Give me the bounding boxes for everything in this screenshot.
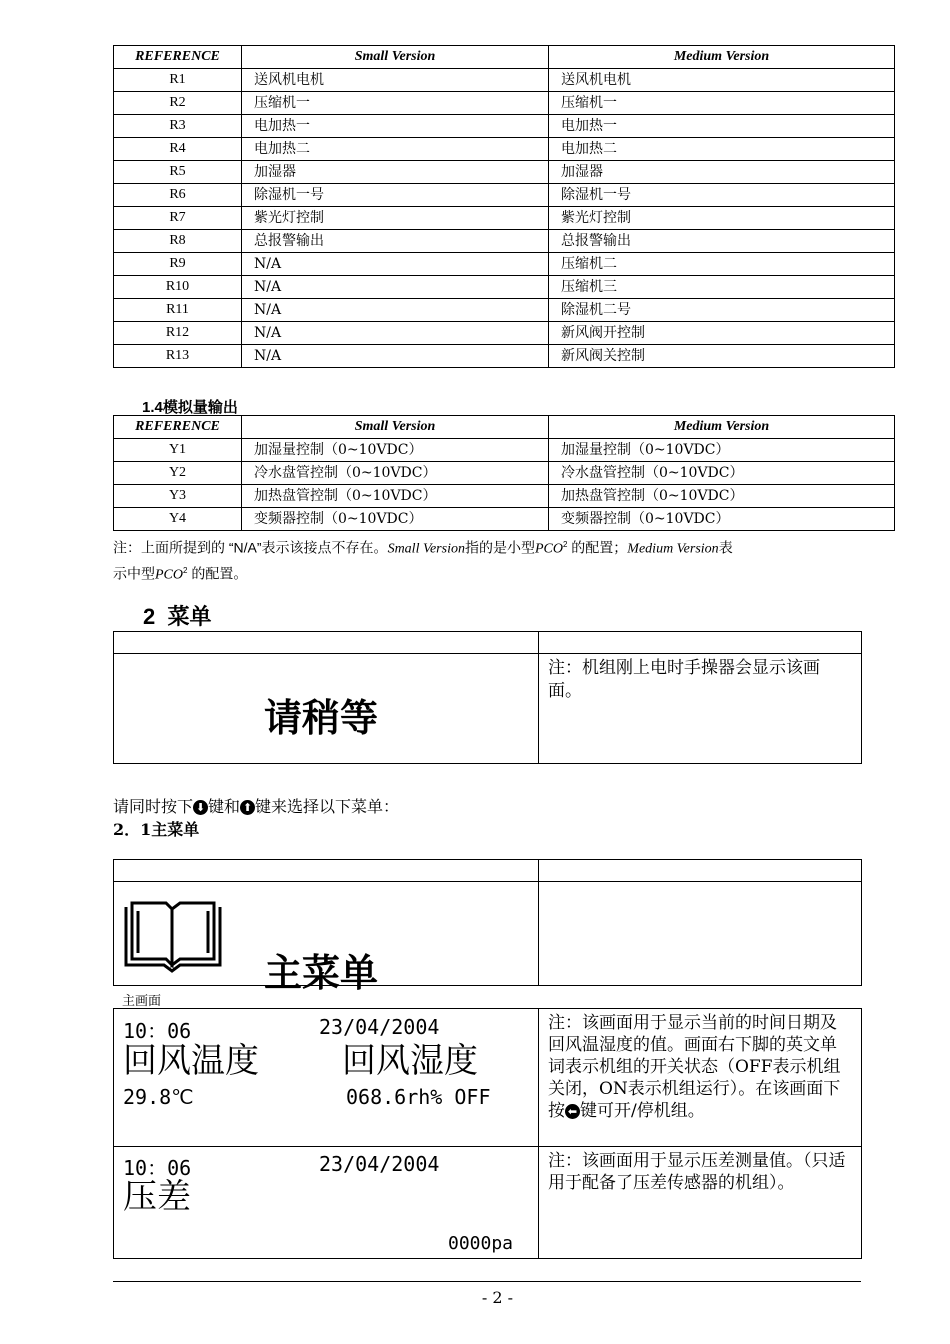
relay_table-row bbox=[114, 92, 895, 115]
instruction-text: 键和 bbox=[208, 797, 241, 816]
main-screen-caption: 主画面 bbox=[122, 994, 162, 1009]
medium-version-cell: 加湿量控制（0~10VDC） bbox=[549, 439, 895, 462]
small-version-cell: 电加热二 bbox=[242, 138, 549, 161]
reference-cell: R6 bbox=[114, 184, 242, 207]
medium-version-cell: 除湿机二号 bbox=[549, 299, 895, 322]
relay_table-row bbox=[114, 138, 895, 161]
analog_table-row bbox=[114, 485, 895, 508]
medium-version-cell: 压缩机二 bbox=[549, 253, 895, 276]
header-medium-version: Medium Version bbox=[549, 46, 895, 69]
down-arrow-key-icon: ⬇ bbox=[193, 800, 208, 815]
page-number: - 2 - bbox=[481, 1288, 514, 1307]
reference-cell: R9 bbox=[114, 253, 242, 276]
relay_table-row bbox=[114, 184, 895, 207]
pressure-note: 注：该画面用于显示压差测量值。（只适用于配备了压差传感器的机组）。 bbox=[548, 1151, 846, 1193]
footnote-text: 指的是小型 bbox=[464, 539, 535, 556]
medium-version-cell: 电加热二 bbox=[549, 138, 895, 161]
pressure-time: 10：06 bbox=[123, 1156, 192, 1180]
wait-screen-top-cell bbox=[114, 632, 539, 654]
medium-version-cell: 送风机电机 bbox=[549, 69, 895, 92]
reference-cell: R7 bbox=[114, 207, 242, 230]
up-arrow-key-icon: ⬆ bbox=[240, 800, 255, 815]
footnote-medium-version: Medium Version bbox=[627, 541, 719, 557]
relay_table-row bbox=[114, 207, 895, 230]
return-air-temp-value: 29.8℃ bbox=[123, 1085, 194, 1109]
header-small-version: Small Version bbox=[242, 416, 549, 439]
footnote-pco: PCO bbox=[534, 541, 563, 557]
header-small-version: Small Version bbox=[242, 46, 549, 69]
footnote bbox=[113, 534, 903, 585]
reference-cell: Y3 bbox=[114, 485, 242, 508]
medium-version-cell: 紫光灯控制 bbox=[549, 207, 895, 230]
analog-section-title: 1.4模拟量输出 bbox=[142, 399, 238, 416]
pressure-screen-display bbox=[114, 1147, 539, 1259]
relay-table-header bbox=[114, 46, 895, 69]
left-arrow-key-icon: ⬅ bbox=[565, 1104, 580, 1119]
small-version-cell: 加热盘管控制（0~10VDC） bbox=[242, 485, 549, 508]
wait-note-cell bbox=[539, 654, 862, 764]
medium-version-cell: 冷水盘管控制（0~10VDC） bbox=[549, 462, 895, 485]
small-version-cell: 加湿量控制（0~10VDC） bbox=[242, 439, 549, 462]
relay-table bbox=[113, 45, 895, 368]
relay_table-row bbox=[114, 69, 895, 92]
status-screen-display bbox=[114, 1009, 539, 1147]
analog_table-row bbox=[114, 462, 895, 485]
relay_table-row bbox=[114, 299, 895, 322]
small-version-cell: 压缩机一 bbox=[242, 92, 549, 115]
medium-version-cell: 加湿器 bbox=[549, 161, 895, 184]
relay_table-row bbox=[114, 322, 895, 345]
small-version-cell: 总报警输出 bbox=[242, 230, 549, 253]
wait-screen-table bbox=[113, 631, 862, 764]
status-note-cell bbox=[539, 1009, 862, 1147]
main-menu-table bbox=[113, 859, 862, 995]
menu-heading: 2 菜单 bbox=[143, 604, 212, 629]
medium-version-cell: 除湿机一号 bbox=[549, 184, 895, 207]
header-medium-version: Medium Version bbox=[549, 416, 895, 439]
reference-cell: R1 bbox=[114, 69, 242, 92]
analog-table-header bbox=[114, 416, 895, 439]
relay_table-row bbox=[114, 161, 895, 184]
reference-cell: R13 bbox=[114, 345, 242, 368]
footnote-text: 的配置； bbox=[567, 539, 628, 556]
small-version-cell: N/A bbox=[242, 299, 549, 322]
analog_table-row bbox=[114, 439, 895, 462]
small-version-cell: 加湿器 bbox=[242, 161, 549, 184]
reference-cell: R2 bbox=[114, 92, 242, 115]
reference-cell: R4 bbox=[114, 138, 242, 161]
wait-note: 注：机组刚上电时手操器会显示该画面。 bbox=[548, 658, 820, 701]
instruction-text: 键来选择以下菜单： bbox=[255, 797, 400, 816]
small-version-cell: 变频器控制（0~10VDC） bbox=[242, 508, 549, 531]
small-version-cell: N/A bbox=[242, 322, 549, 345]
analog_table-row bbox=[114, 508, 895, 531]
small-version-cell: N/A bbox=[242, 276, 549, 299]
pressure-date: 23/04/2004 bbox=[319, 1152, 440, 1176]
reference-cell: R5 bbox=[114, 161, 242, 184]
medium-version-cell: 电加热一 bbox=[549, 115, 895, 138]
header-reference: REFERENCE bbox=[114, 416, 242, 439]
instruction-line bbox=[113, 794, 399, 817]
small-version-cell: N/A bbox=[242, 253, 549, 276]
footnote-text: 注：上面所提到的 “N/A”表示该接点不存在。 bbox=[113, 539, 388, 556]
footnote-small-version: Small Version bbox=[387, 541, 465, 557]
footnote-text: 表 bbox=[718, 539, 733, 556]
medium-version-cell: 压缩机三 bbox=[549, 276, 895, 299]
reference-cell: Y4 bbox=[114, 508, 242, 531]
reference-cell: R11 bbox=[114, 299, 242, 322]
book-icon bbox=[122, 899, 224, 973]
return-air-temp-label: 回风温度 bbox=[123, 1041, 259, 1081]
reference-cell: R12 bbox=[114, 322, 242, 345]
relay_table-row bbox=[114, 276, 895, 299]
return-air-humidity-value: 068.6rh% OFF bbox=[346, 1085, 491, 1109]
medium-version-cell: 变频器控制（0~10VDC） bbox=[549, 508, 895, 531]
analog-table bbox=[113, 415, 895, 531]
relay_table-row bbox=[114, 253, 895, 276]
pressure-note-cell bbox=[539, 1147, 862, 1259]
reference-cell: R3 bbox=[114, 115, 242, 138]
reference-cell: Y2 bbox=[114, 462, 242, 485]
medium-version-cell: 新风阀关控制 bbox=[549, 345, 895, 368]
wait-screen-text: 请稍等 bbox=[264, 696, 379, 740]
return-air-humidity-label: 回风湿度 bbox=[342, 1041, 478, 1081]
small-version-cell: 除湿机一号 bbox=[242, 184, 549, 207]
footnote-pco: PCO bbox=[155, 567, 183, 583]
header-reference: REFERENCE bbox=[114, 46, 242, 69]
instruction-text: 请同时按下 bbox=[113, 797, 194, 816]
pressure-diff-label: 压差 bbox=[123, 1177, 191, 1217]
footnote-text: 示中型 bbox=[113, 565, 155, 582]
status-note bbox=[539, 1009, 861, 1122]
status-screens-table bbox=[113, 1008, 862, 1259]
footer-rule bbox=[113, 1281, 861, 1282]
reference-cell: R10 bbox=[114, 276, 242, 299]
main-menu-heading: 2．1主菜单 bbox=[113, 820, 200, 839]
reference-cell: Y1 bbox=[114, 439, 242, 462]
relay_table-row bbox=[114, 230, 895, 253]
wait-screen-display bbox=[114, 654, 539, 764]
main-menu-display bbox=[114, 882, 539, 995]
main-menu-note-top-cell bbox=[539, 860, 862, 882]
status-note-text: 注：该画面用于显示当前的时间日期及回风温湿度的值。画面右下脚的英文单词表示机组的开关状态（OFF表示机组关闭，ON表示机组运行）。在该画面下按 bbox=[548, 1013, 841, 1121]
medium-version-cell: 总报警输出 bbox=[549, 230, 895, 253]
status-note-text: 键可开/停机组。 bbox=[580, 1101, 705, 1121]
wait-note-top-cell bbox=[539, 632, 862, 654]
medium-version-cell: 新风阀开控制 bbox=[549, 322, 895, 345]
main-menu-top-cell bbox=[114, 860, 539, 882]
relay_table-row bbox=[114, 345, 895, 368]
main-menu-note-cell bbox=[539, 882, 862, 986]
footnote-text: 的配置。 bbox=[187, 565, 248, 582]
small-version-cell: 送风机电机 bbox=[242, 69, 549, 92]
medium-version-cell: 加热盘管控制（0~10VDC） bbox=[549, 485, 895, 508]
reference-cell: R8 bbox=[114, 230, 242, 253]
relay_table-row bbox=[114, 115, 895, 138]
status-time: 10：06 bbox=[123, 1019, 192, 1043]
small-version-cell: N/A bbox=[242, 345, 549, 368]
small-version-cell: 紫光灯控制 bbox=[242, 207, 549, 230]
footnote-sup: 2 bbox=[183, 565, 188, 575]
small-version-cell: 冷水盘管控制（0~10VDC） bbox=[242, 462, 549, 485]
status-date: 23/04/2004 bbox=[319, 1015, 440, 1039]
pressure-diff-value: 0000pa bbox=[448, 1233, 514, 1254]
main-menu-screen-text: 主菜单 bbox=[264, 951, 379, 995]
small-version-cell: 电加热一 bbox=[242, 115, 549, 138]
medium-version-cell: 压缩机一 bbox=[549, 92, 895, 115]
footnote-sup: 2 bbox=[562, 540, 568, 549]
